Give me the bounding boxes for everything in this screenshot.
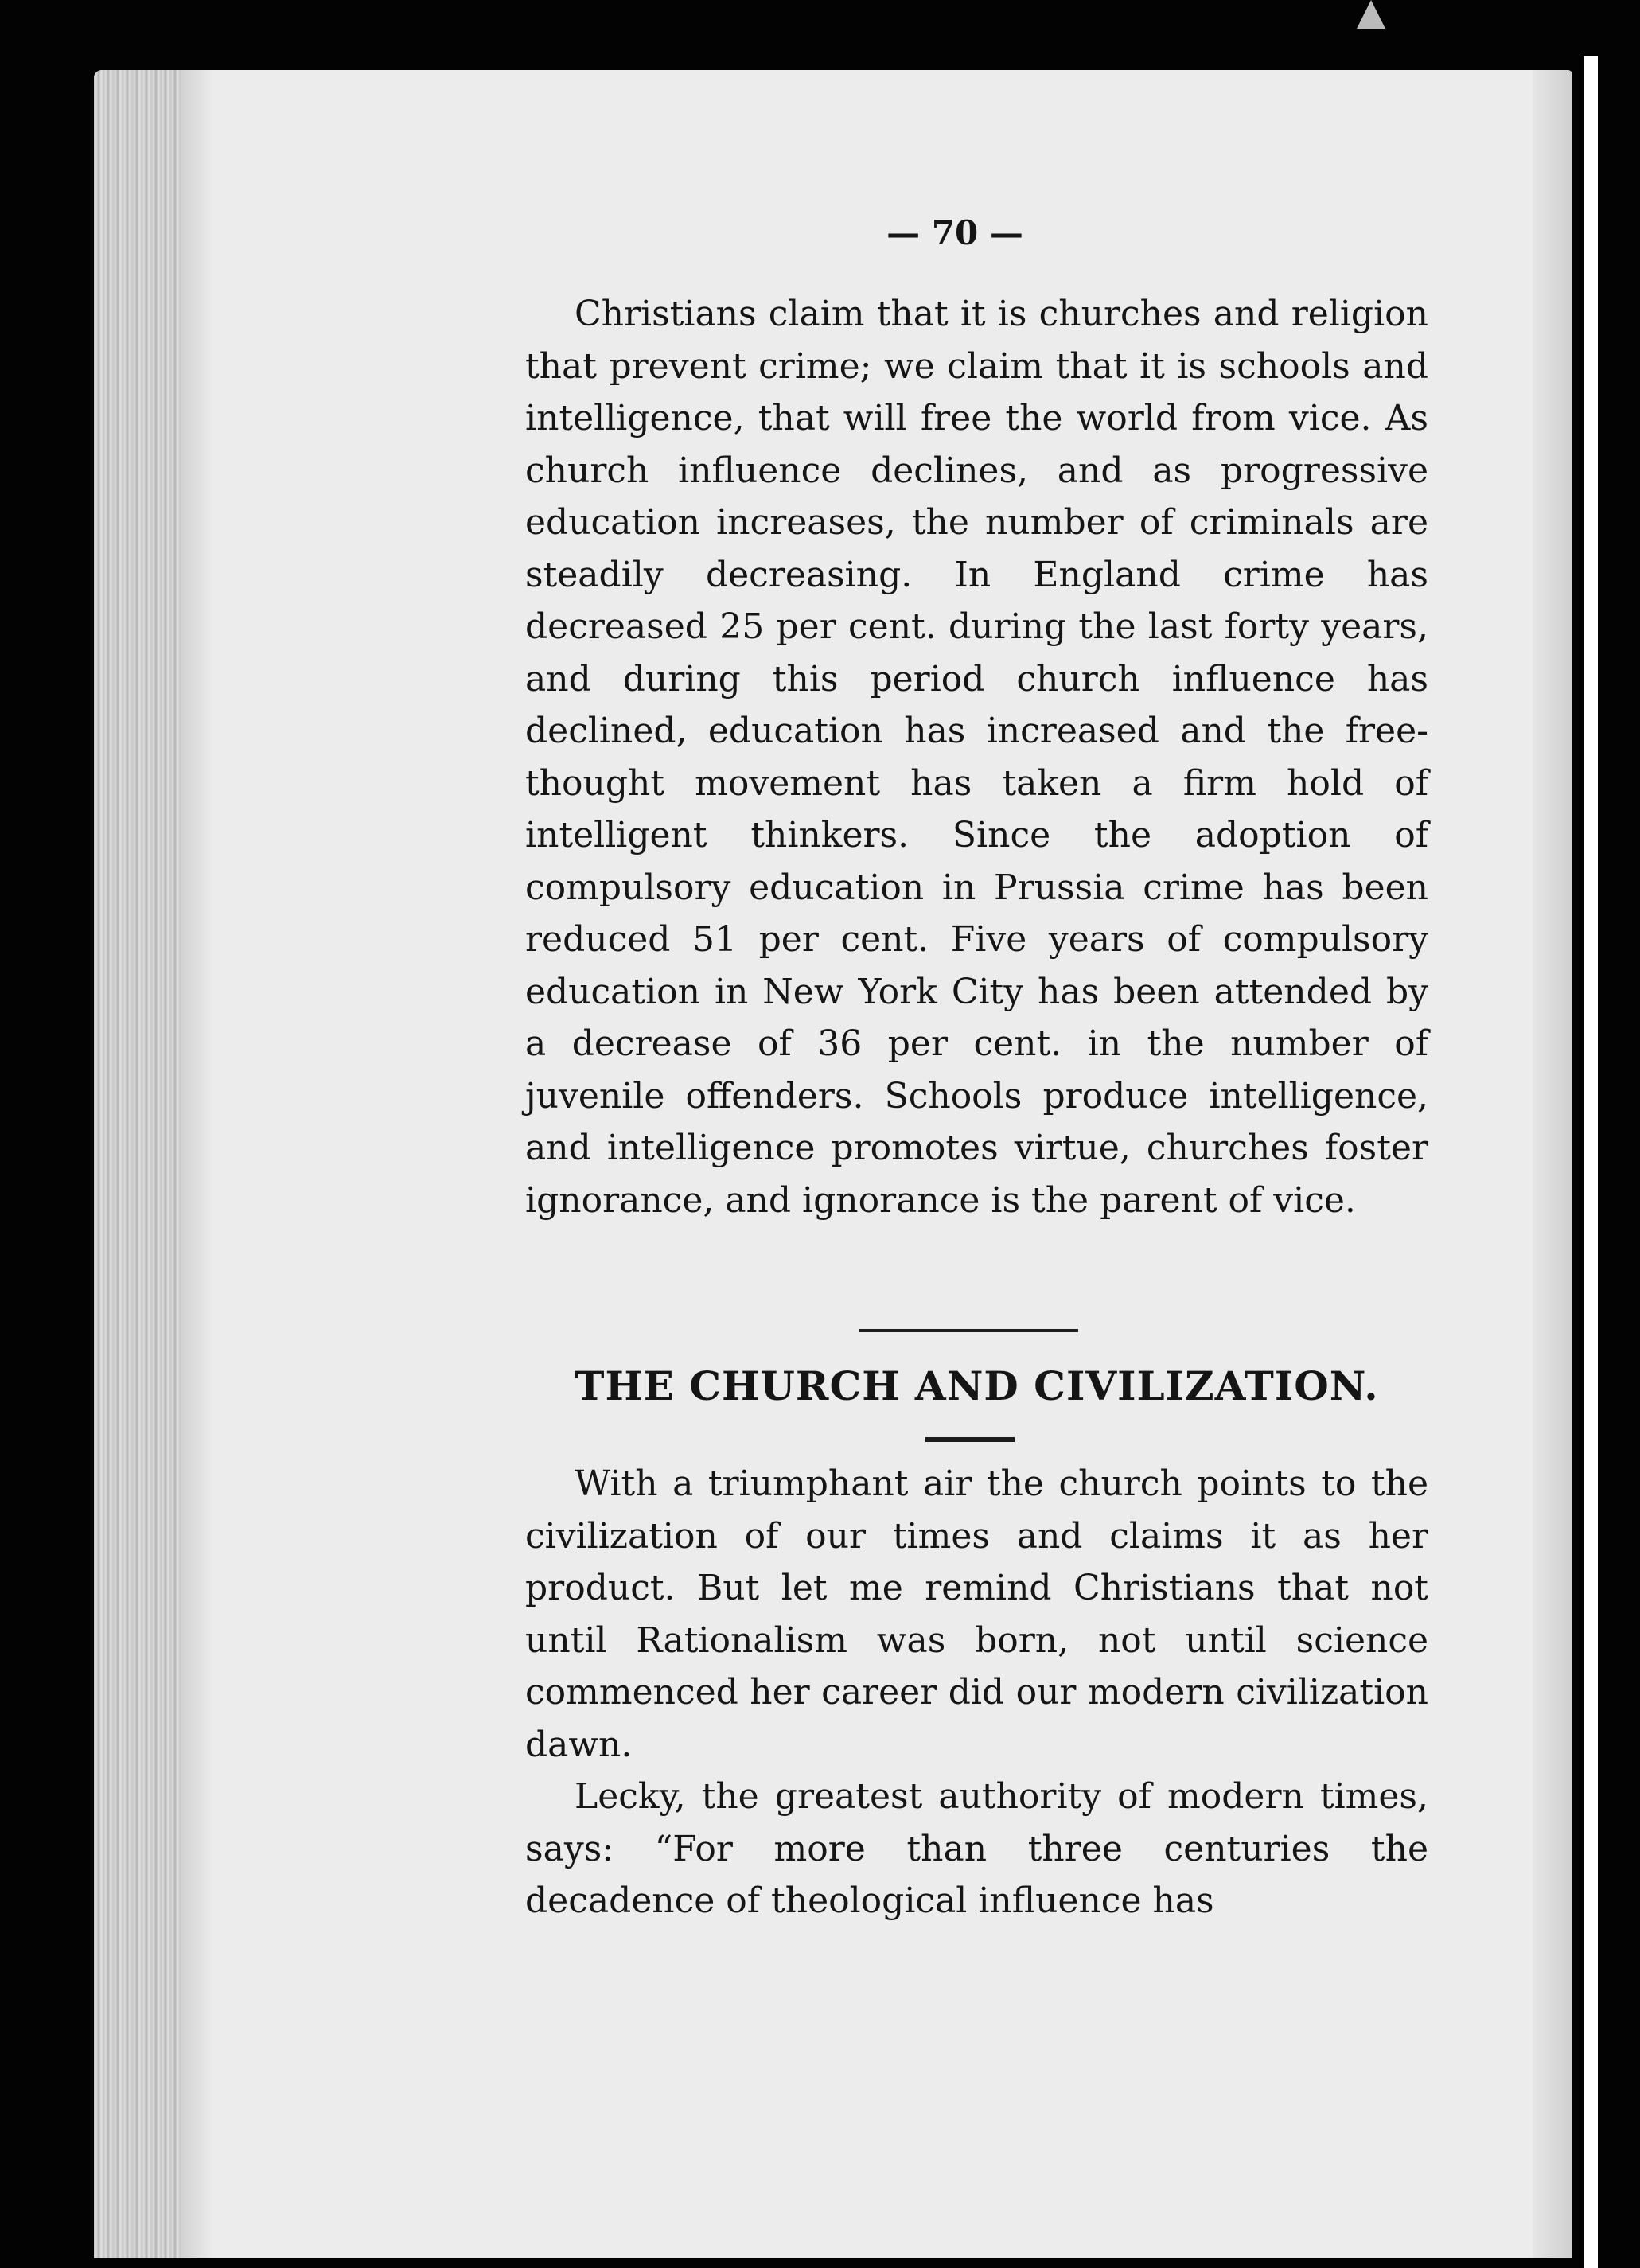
page-right-edge xyxy=(1533,70,1572,2258)
section-heading: THE CHURCH AND CIVILIZATION. xyxy=(575,1362,1379,1409)
section-divider-top xyxy=(859,1329,1078,1332)
page-number: — 70 — xyxy=(886,213,1023,252)
corner-mark xyxy=(1357,0,1385,29)
paragraph-crime: Christians claim that it is churches and religion that prevent crime; we claim that it is schools and intelligence, that will free the world from vice. As church influence declines, and as progressive education increases, the number of criminals are steadily decreasing. In England crime has decreased 25 per cent. during the last forty years, and during this period church influence has declined, education has increased and the free-thought movement has taken a firm hold of intelligent thinkers. Since the adoption of compulsory education in Prussia crime has been reduced 51 per cent. Five years of compulsory education in New York City has been attended by a decrease of 36 per cent. in the number of juvenile offenders. Schools produce intelligence, and intelligence promotes virtue, churches foster ignorance, and ignorance is the parent of vice. xyxy=(525,294,1428,1221)
paragraph-lecky: Lecky, the greatest authority of modern times, says: “For more than three centuries the decadence of theological influence has xyxy=(525,1776,1428,1921)
section-divider-bottom xyxy=(925,1437,1015,1442)
adjacent-page-edge xyxy=(1584,56,1598,2268)
page-spine-edge xyxy=(94,70,181,2258)
paragraph-civilization: With a triumphant air the church points to the civilization of our times and claims it as her product. But let me remind Christians that not until Rationalism was born, not until science commenced her career did our modern civilization dawn. xyxy=(525,1463,1428,1765)
page-gutter-shadow xyxy=(181,70,213,2258)
